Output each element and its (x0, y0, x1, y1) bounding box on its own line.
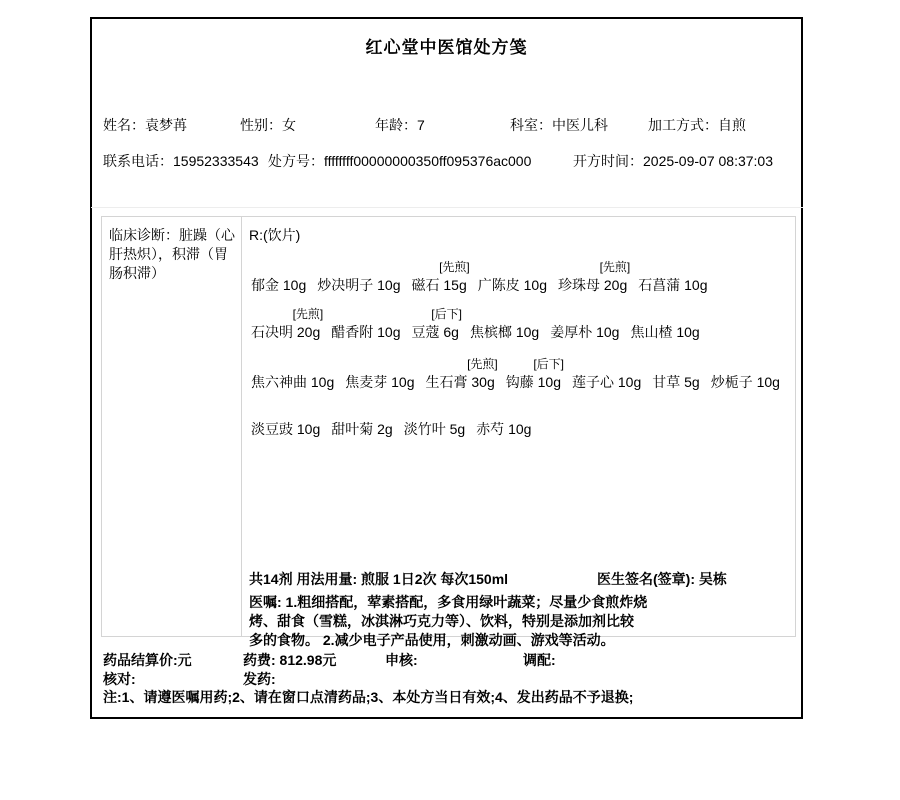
patient-age-value: 7 (417, 117, 425, 133)
dispense-label: 发药: (243, 671, 276, 687)
herb-name-qty: 珍珠母 20g (558, 277, 628, 293)
herb-item (550, 322, 619, 342)
herb-item (505, 357, 564, 392)
herb-name-qty: 姜厚朴 10g (550, 324, 620, 340)
herb-item (251, 372, 334, 392)
review-label: 申核: (385, 652, 418, 668)
department-label: 科室： (510, 117, 552, 133)
medical-advice-line: 医嘱: 1.粗细搭配，荤素搭配，多食用绿叶蔬菜；尽量少食煎炸烧 (249, 594, 648, 610)
issue-time-field (573, 151, 773, 171)
patient-gender-field (240, 115, 296, 135)
herb-name-qty: 炒栀子 10g (710, 374, 780, 390)
usage-row (249, 569, 795, 589)
herb-item (317, 275, 400, 295)
department-field (510, 115, 608, 135)
herb-name-qty: 石决明 20g (251, 324, 321, 340)
medical-advice (249, 593, 729, 650)
phone-value: 15952333543 (173, 153, 259, 169)
herb-name-qty: 焦槟榔 10g (469, 324, 540, 340)
prepare-label: 调配: (523, 652, 556, 668)
header-divider (91, 207, 803, 208)
footer-note: 注:1、请遵医嘱用药;2、请在窗口点清药品;3、本处方当日有效;4、发出药品不予退换; (103, 689, 634, 705)
herb-name-qty: 甜叶菊 2g (331, 421, 393, 437)
herb-name-qty: 醋香附 10g (331, 324, 401, 340)
processing-value: 自煎 (718, 117, 746, 133)
herb-name-qty: 豆蔻 6g (411, 324, 459, 340)
herb-name-qty: 钩藤 10g (505, 374, 561, 390)
herb-item (411, 307, 462, 342)
patient-gender-label: 性别： (240, 117, 282, 133)
herb-item (251, 307, 324, 342)
herb-name-qty: 炒决明子 10g (317, 277, 401, 293)
patient-name-label: 姓名： (103, 117, 145, 133)
issue-time-label: 开方时间： (573, 153, 643, 169)
decoction-tag: [先煎] (599, 260, 631, 274)
rx-number-label: 处方号： (268, 153, 324, 169)
herb-item (630, 322, 699, 342)
herb-name-qty: 焦山楂 10g (630, 324, 700, 340)
herb-line (251, 357, 780, 392)
patient-name-value: 袁梦苒 (145, 117, 187, 133)
herb-item (711, 372, 780, 392)
herb-item (425, 357, 498, 392)
herb-item (478, 275, 547, 295)
medical-advice-line: 多的食物。 2.减少电子产品使用，刺激动画、游戏等活动。 (249, 632, 615, 648)
decoction-tag: [先煎] (439, 260, 470, 274)
rx-number-field (268, 151, 531, 171)
prescription-content (242, 217, 795, 648)
patient-name-field (103, 115, 187, 135)
herb-item (345, 372, 414, 392)
herb-item (251, 419, 320, 439)
rx-header: R:(饮片) (249, 227, 301, 243)
processing-field (648, 115, 746, 135)
herb-line (251, 307, 700, 342)
patient-age-field (375, 115, 425, 135)
rx-number-value: ffffffff00000000350ff095376ac000 (324, 153, 532, 169)
patient-gender-value: 女 (282, 117, 296, 133)
decoction-tag: [先煎] (467, 357, 498, 371)
herb-item (411, 260, 470, 295)
decoction-tag: [后下] (533, 357, 564, 371)
processing-label: 加工方式： (648, 117, 718, 133)
fee-value: 药费: 812.98元 (243, 652, 337, 668)
patient-age-label: 年龄： (375, 117, 417, 133)
herb-name-qty: 焦六神曲 10g (251, 374, 335, 390)
check-label: 核对: (103, 671, 136, 687)
herb-name-qty: 磁石 15g (411, 277, 467, 293)
herb-name-qty: 石菖蒲 10g (638, 277, 708, 293)
clinical-diagnosis: 临床诊断：脏躁（心肝热炽），积滞（胃肠积滞） (102, 217, 242, 636)
herb-name-qty: 莲子心 10g (572, 374, 642, 390)
herb-line (251, 260, 708, 295)
herb-item (638, 275, 707, 295)
herb-name-qty: 赤芍 10g (476, 421, 532, 437)
herb-name-qty: 生石膏 30g (425, 374, 495, 390)
settle-price-label: 药品结算价:元 (103, 652, 192, 668)
herb-name-qty: 郁金 10g (251, 277, 307, 293)
medical-advice-line: 烤、甜食（雪糕，冰淇淋巧克力等）、饮料，特别是添加剂比较 (249, 613, 634, 629)
herb-name-qty: 广陈皮 10g (477, 277, 547, 293)
herb-item (331, 419, 392, 439)
herb-name-qty: 焦麦芽 10g (345, 374, 415, 390)
doctor-signature: 医生签名(签章): 吴栋 (597, 571, 727, 587)
herb-name-qty: 淡豆豉 10g (251, 421, 321, 437)
dosage-text: 共14剂 用法用量: 煎服 1日2次 每次150ml (249, 571, 509, 587)
herb-item (331, 322, 400, 342)
herb-item (652, 372, 699, 392)
herb-item (404, 419, 465, 439)
phone-label: 联系电话： (103, 153, 173, 169)
herb-item (470, 322, 539, 342)
herb-item (558, 260, 631, 295)
page-title: 红心堂中医馆处方笺 (365, 38, 528, 57)
herb-line (251, 419, 531, 439)
herb-name-qty: 淡竹叶 5g (403, 421, 466, 437)
herb-name-qty: 甘草 5g (652, 374, 700, 390)
issue-time-value: 2025-09-07 08:37:03 (643, 153, 773, 169)
decoction-tag: [先煎] (292, 307, 324, 321)
department-value: 中医儿科 (552, 117, 608, 133)
prescription-body-box (101, 216, 796, 648)
phone-field (103, 151, 259, 171)
herb-item (572, 372, 641, 392)
herb-item (476, 419, 531, 439)
herb-item (251, 275, 306, 295)
decoction-tag: [后下] (431, 307, 462, 321)
